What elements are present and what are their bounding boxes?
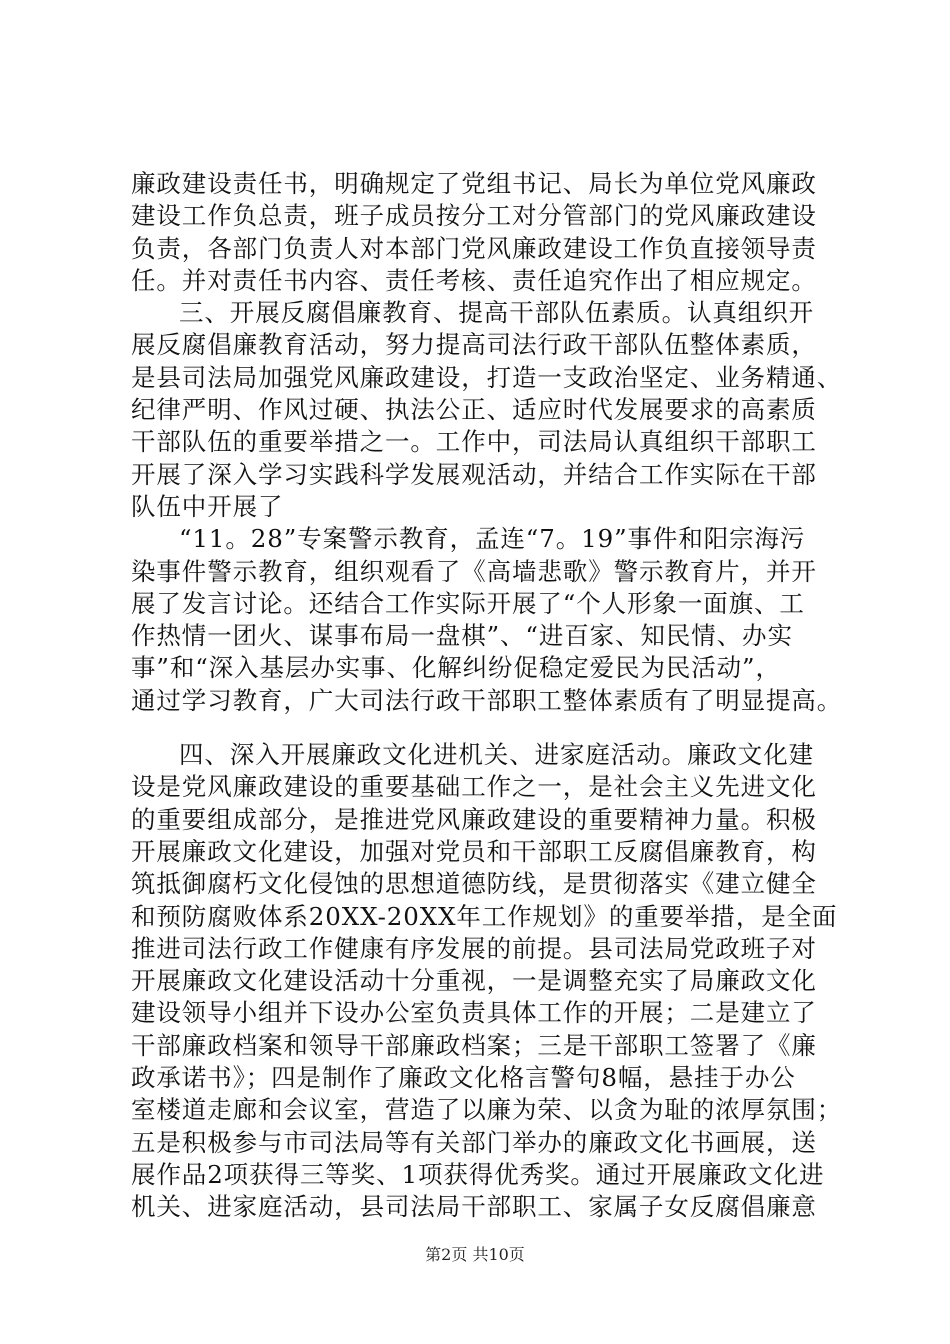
text-line: 干部队伍的重要举措之一。工作中，司法局认真组织干部职工 — [131, 427, 817, 457]
text-line: 筑抵御腐朽文化侵蚀的思想道德防线，是贯彻落实《建立健全 — [131, 869, 817, 899]
text-line: 建设工作负总责，班子成员按分工对分管部门的党风廉政建设 — [131, 201, 817, 231]
text-line: 开展廉政文化建设活动十分重视，一是调整充实了局廉政文化 — [131, 966, 817, 996]
paragraph-start-line: 四、深入开展廉政文化进机关、进家庭活动。廉政文化建 — [179, 740, 814, 770]
text-line: 室楼道走廊和会议室，营造了以廉为荣、以贪为耻的浓厚氛围； — [131, 1095, 843, 1125]
text-line: 负责，各部门负责人对本部门党风廉政建设工作负直接领导责 — [131, 233, 817, 263]
text-line: 政承诺书》；四是制作了廉政文化格言警句8幅，悬挂于办公 — [131, 1063, 796, 1093]
text-line: 展反腐倡廉教育活动，努力提高司法行政干部队伍整体素质， — [131, 330, 817, 360]
text-line: 纪律严明、作风过硬、执法公正、适应时代发展要求的高素质 — [131, 395, 817, 425]
text-line: 的重要组成部分，是推进党风廉政建设的重要精神力量。积极 — [131, 804, 817, 834]
text-line: 通过学习教育，广大司法行政干部职工整体素质有了明显提高。 — [131, 685, 843, 715]
text-line: 设是党风廉政建设的重要基础工作之一，是社会主义先进文化 — [131, 772, 817, 802]
text-line: 任。并对责任书内容、责任考核、责任追究作出了相应规定。 — [131, 265, 817, 295]
text-line: 机关、进家庭活动，县司法局干部职工、家属子女反腐倡廉意 — [131, 1192, 817, 1222]
text-line: 是县司法局加强党风廉政建设，打造一支政治坚定、业务精通、 — [131, 362, 843, 392]
text-line: 干部廉政档案和领导干部廉政档案；三是干部职工签署了《廉 — [131, 1030, 817, 1060]
text-line: 展了发言讨论。还结合工作实际开展了“个人形象一面旗、工 — [131, 588, 805, 618]
text-line: 作热情一团火、谋事布局一盘棋”、“进百家、知民情、办实 — [131, 621, 793, 651]
paragraph-start-line: 三、开展反腐倡廉教育、提高干部队伍素质。认真组织开 — [179, 298, 814, 328]
document-body — [131, 168, 853, 1224]
text-line: 展作品2项获得三等奖、1项获得优秀奖。通过开展廉政文化进 — [131, 1159, 825, 1189]
text-line: 五是积极参与市司法局等有关部门举办的廉政文化书画展，送 — [131, 1127, 817, 1157]
paragraph-start-line: “11。28”专案警示教育，孟连“7。19”事件和阳宗海污 — [179, 524, 806, 554]
text-line: 开展了深入学习实践科学发展观活动，并结合工作实际在干部 — [131, 459, 817, 489]
text-line: 廉政建设责任书，明确规定了党组书记、局长为单位党风廉政 — [131, 169, 817, 198]
text-line: 染事件警示教育，组织观看了《高墙悲歌》警示教育片，并开 — [131, 556, 817, 586]
text-line: 开展廉政文化建设，加强对党员和干部职工反腐倡廉教育，构 — [131, 836, 817, 866]
text-line: 事”和“深入基层办实事、化解纠纷促稳定爱民为民活动”， — [131, 653, 781, 683]
text-line: 和预防腐败体系20XX-20XX年工作规划》的重要举措，是全面 — [131, 901, 838, 931]
text-line: 队伍中开展了 — [131, 491, 284, 521]
text-line: 推进司法行政工作健康有序发展的前提。县司法局党政班子对 — [131, 933, 817, 963]
text-line: 建设领导小组并下设办公室负责具体工作的开展；二是建立了 — [131, 998, 817, 1028]
page-footer: 第2页 共10页 — [425, 1245, 525, 1264]
